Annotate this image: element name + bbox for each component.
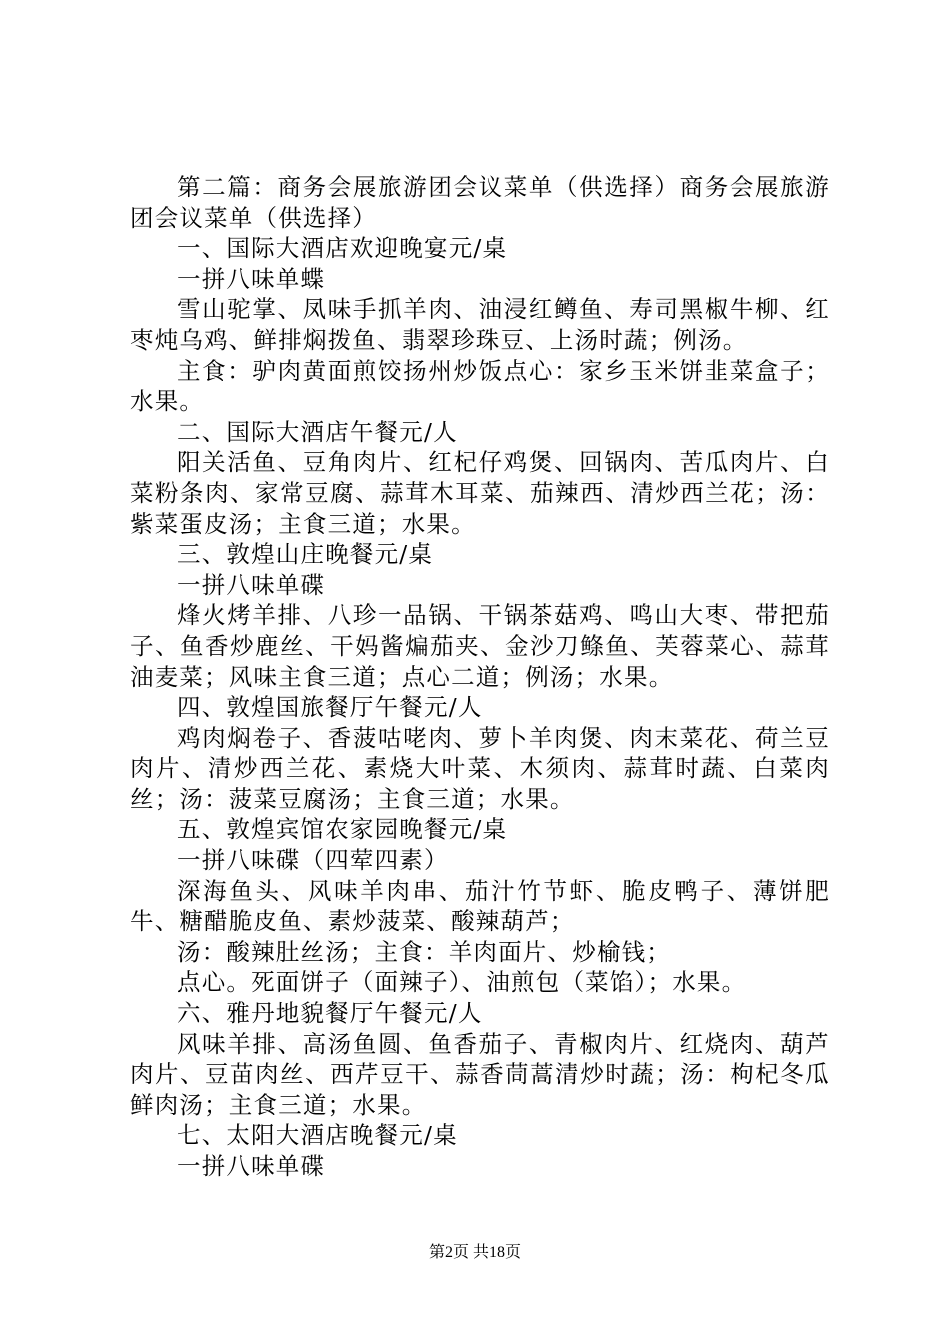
paragraph: 深海鱼头、风味羊肉串、茄汁竹节虾、脆皮鸭子、薄饼肥牛、糖醋脆皮鱼、素炒菠菜、酸辣葫芦； [130,876,830,936]
title-paragraph: 第二篇：商务会展旅游团会议菜单（供选择）商务会展旅游团会议菜单（供选择） [130,173,830,232]
section-heading-2: 二、国际大酒店午餐元/人 [177,417,458,446]
paragraph: 烽火烤羊排、八珍一品锅、干锅茶菇鸡、鸣山大枣、带把茄子、鱼香炒鹿丝、干妈酱煸茄夹、金沙刀鲦鱼、芙蓉菜心、蒜茸油麦菜；风味主食三道；点心二道；例汤；水果。 [130,601,830,691]
section-heading-6: 六、雅丹地貌餐厅午餐元/人 [177,999,483,1028]
page-footer [0,1243,950,1263]
paragraph: 一拼八味单碟 [177,1152,326,1180]
paragraph: 风味羊排、高汤鱼圆、鱼香茄子、青椒肉片、红烧肉、葫芦肉片、豆苗肉丝、西芹豆干、蒜香茼蒿清炒时蔬；汤：枸杞冬瓜鲜肉汤；主食三道；水果。 [130,1029,830,1119]
page-number-label: 第2页 共18页 [428,1244,521,1261]
section-heading-4: 四、敦煌国旅餐厅午餐元/人 [177,693,483,722]
document-body [130,172,830,1182]
section-heading-1: 一、国际大酒店欢迎晚宴元/桌 [177,234,508,263]
paragraph: 阳关活鱼、豆角肉片、红杞仔鸡煲、回锅肉、苦瓜肉片、白菜粉条肉、家常豆腐、蒜茸木耳菜、茄辣西、清炒西兰花；汤：紫菜蛋皮汤；主食三道；水果。 [130,448,830,538]
paragraph: 一拼八味碟（四荤四素） [177,846,449,875]
paragraph: 一拼八味单碟 [177,570,326,599]
section-heading-5: 五、敦煌宾馆农家园晚餐元/桌 [177,815,508,844]
section-heading-3: 三、敦煌山庄晚餐元/桌 [177,540,434,569]
paragraph: 鸡肉焖卷子、香菠咕咾肉、萝卜羊肉煲、肉末菜花、荷兰豆肉片、清炒西兰花、素烧大叶菜、木须肉、蒜茸时蔬、白菜肉丝；汤：菠菜豆腐汤；主食三道；水果。 [130,723,830,813]
paragraph: 一拼八味单蝶 [177,264,326,293]
paragraph: 主食：驴肉黄面煎饺扬州炒饭点心：家乡玉米饼韭菜盒子；水果。 [130,356,830,416]
paragraph: 雪山驼掌、凤味手抓羊肉、油浸红鳟鱼、寿司黑椒牛柳、红枣炖乌鸡、鲜排焖拨鱼、翡翠珍珠豆、上汤时蔬；例汤。 [130,295,830,354]
paragraph: 点心。死面饼子（面辣子）、油煎包（菜馅）；水果。 [177,968,747,997]
section-heading-7: 七、太阳大酒店晚餐元/桌 [177,1121,458,1150]
paragraph: 汤：酸辣肚丝汤；主食：羊肉面片、炒榆钱； [177,937,671,966]
